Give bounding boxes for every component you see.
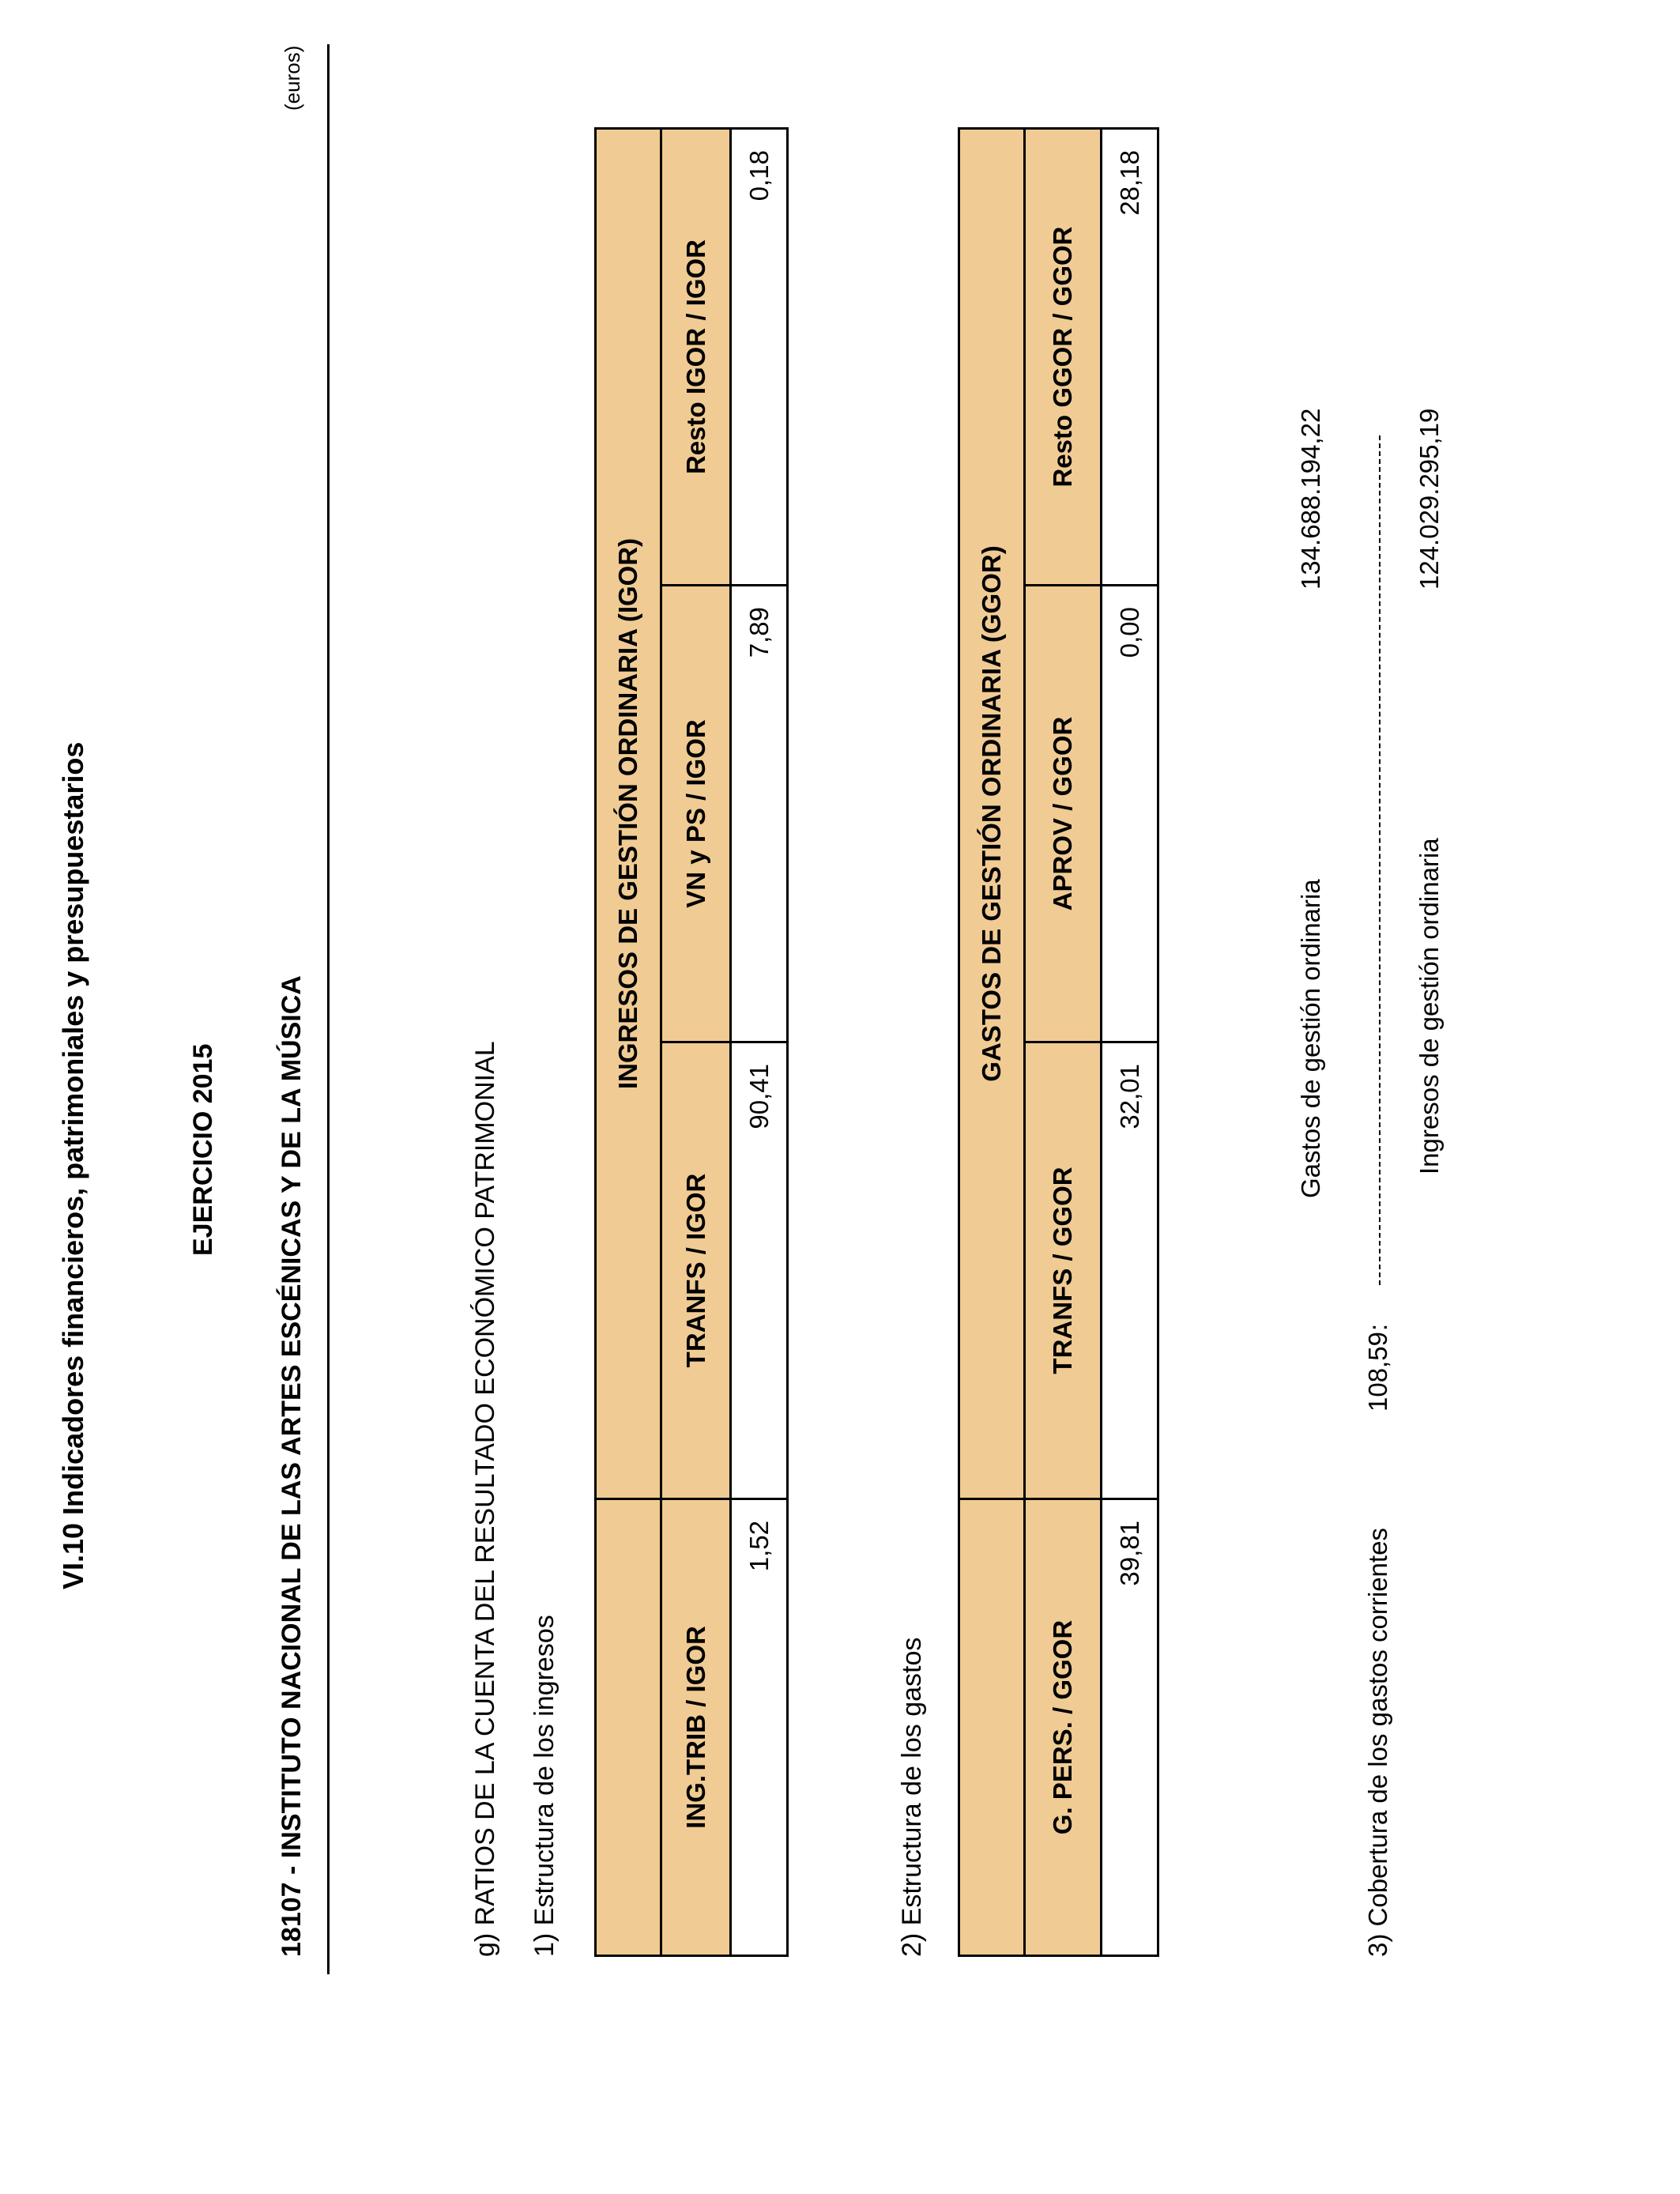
income-group-header: INGRESOS DE GESTIÓN ORDINARIA (IGOR) xyxy=(596,128,661,1498)
denominator-label: Ingresos de gestión ordinaria xyxy=(1414,838,1444,1174)
income-structure-table xyxy=(594,127,789,1957)
expense-value-cell: 32,01 xyxy=(1102,1042,1158,1499)
income-col-header: VN y PS / IGOR xyxy=(661,586,731,1042)
expense-structure-table xyxy=(958,127,1159,1957)
expense-col-header: TRANFS / GGOR xyxy=(1025,1042,1102,1499)
denominator-value: 124.029.295,19 xyxy=(1414,408,1444,590)
entity-name: 18107 - INSTITUTO NACIONAL DE LAS ARTES ESCÉNICAS Y DE LA MÚSICA xyxy=(277,975,307,1957)
expense-col-header: APROV / GGOR xyxy=(1025,586,1102,1042)
header-rule xyxy=(327,44,330,1974)
exercise-label: EJERCICIO 2015 xyxy=(188,1043,218,1256)
currency-label: (euros) xyxy=(281,45,304,111)
income-col-header: TRANFS / IGOR xyxy=(661,1042,731,1499)
expense-group-spacer xyxy=(959,1499,1025,1956)
income-group-spacer xyxy=(596,1499,661,1956)
coverage-label: 3) Cobertura de los gastos corrientes xyxy=(1363,1528,1392,1957)
coverage-colon: : xyxy=(1363,1323,1392,1331)
section-title: g) RATIOS DE LA CUENTA DEL RESULTADO ECONÓMICO PATRIMONIAL xyxy=(470,1041,500,1957)
income-value-cell: 1,52 xyxy=(731,1499,788,1956)
expense-value-cell: 39,81 xyxy=(1102,1499,1158,1956)
page-title: VI.10 Indicadores financieros, patrimoniales y presupuestarios xyxy=(57,741,89,1589)
coverage-value: 108,59 xyxy=(1363,1332,1392,1412)
expense-col-header: Resto GGOR / GGOR xyxy=(1025,129,1102,586)
expense-group-header: GASTOS DE GESTIÓN ORDINARIA (GGOR) xyxy=(959,129,1025,1499)
fraction-line xyxy=(1379,435,1381,1285)
income-value-cell: 90,41 xyxy=(731,1042,788,1499)
income-value-cell: 7,89 xyxy=(731,586,788,1042)
income-value-cell: 0,18 xyxy=(731,128,788,585)
income-col-header: Resto IGOR / IGOR xyxy=(661,128,731,585)
numerator-label: Gastos de gestión ordinaria xyxy=(1296,879,1325,1198)
numerator-value: 134.688.194,22 xyxy=(1296,408,1325,590)
income-col-header: ING.TRIB / IGOR xyxy=(661,1499,731,1956)
income-structure-label: 1) Estructura de los ingresos xyxy=(529,1615,559,1957)
expense-col-header: G. PERS. / GGOR xyxy=(1025,1499,1102,1956)
expense-structure-label: 2) Estructura de los gastos xyxy=(897,1637,927,1957)
expense-value-cell: 0,00 xyxy=(1102,586,1158,1042)
expense-value-cell: 28,18 xyxy=(1102,129,1158,586)
